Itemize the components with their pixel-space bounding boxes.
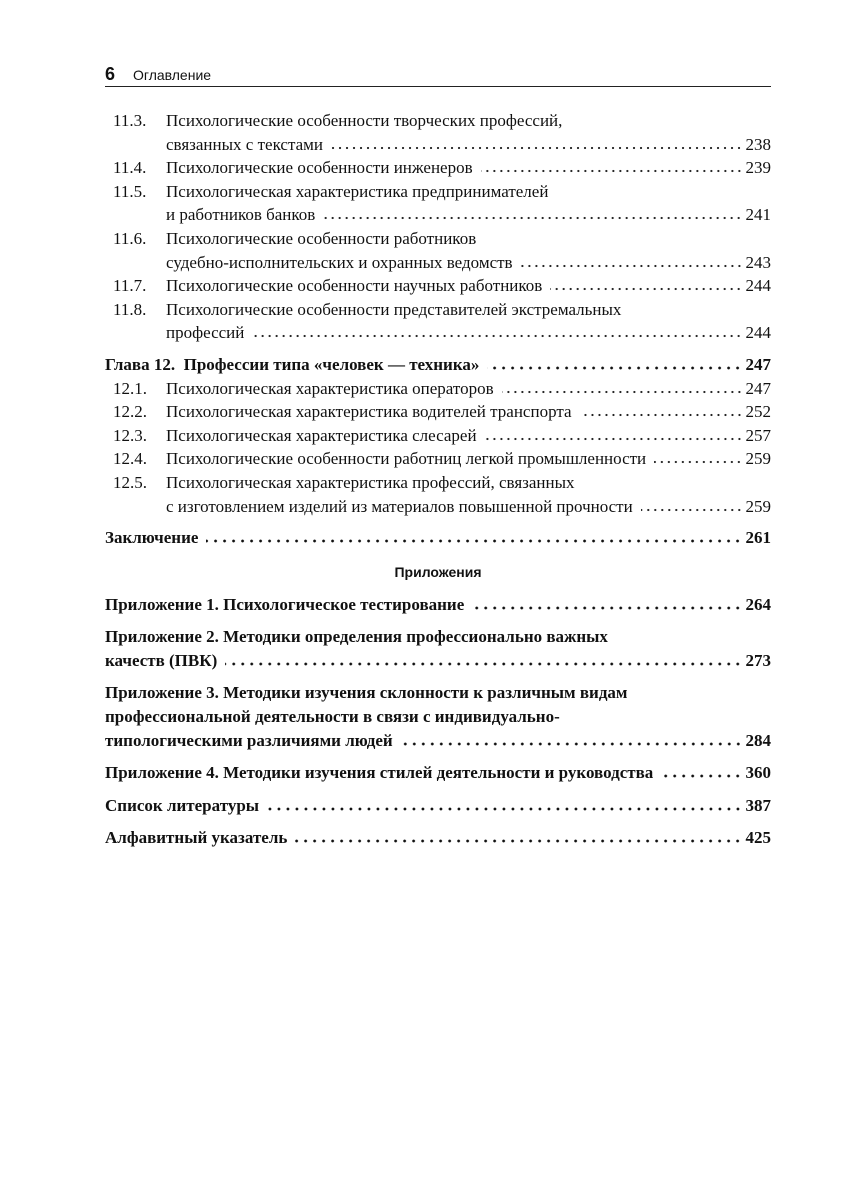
entry-line bbox=[105, 625, 771, 649]
entry-page: 241 bbox=[745, 205, 771, 225]
toc-entry[interactable] bbox=[105, 400, 771, 424]
toc-entry[interactable] bbox=[105, 156, 771, 180]
entry-line bbox=[105, 794, 771, 818]
entry-line bbox=[105, 424, 771, 448]
dot-leader bbox=[267, 801, 742, 811]
entry-page: 264 bbox=[745, 594, 771, 614]
entry-title: Алфавитный указатель bbox=[105, 828, 288, 848]
entry-line bbox=[105, 593, 771, 617]
entry-line bbox=[105, 274, 771, 298]
dot-leader bbox=[487, 360, 742, 370]
dot-leader bbox=[331, 140, 743, 150]
entry-page: 257 bbox=[745, 425, 771, 445]
dot-leader bbox=[485, 431, 743, 441]
toc-entry[interactable] bbox=[105, 681, 771, 752]
entry-page: 243 bbox=[745, 252, 771, 272]
entry-line bbox=[105, 471, 771, 495]
toc-conclusion[interactable] bbox=[105, 526, 771, 550]
entry-page: 244 bbox=[745, 276, 771, 296]
entry-line bbox=[105, 156, 771, 180]
entry-title: Психологические особенности инженеров bbox=[166, 158, 473, 178]
entry-title: и работников банков bbox=[166, 205, 316, 225]
entry-number: 11.6. bbox=[113, 228, 147, 248]
toc-entry[interactable] bbox=[105, 227, 771, 274]
entry-title: Психологическая характеристика слесарей bbox=[166, 425, 477, 445]
entry-title: Психологические особенности научных работников bbox=[166, 276, 543, 296]
entry-title: Психологические особенности творческих профессий, bbox=[166, 111, 563, 130]
entry-line bbox=[105, 227, 771, 251]
entry-number: 12.1. bbox=[113, 378, 147, 398]
entry-line bbox=[105, 729, 771, 753]
dot-leader bbox=[481, 163, 743, 173]
entry-line bbox=[105, 109, 771, 133]
entry-page: 284 bbox=[745, 730, 771, 750]
entry-number: 12.4. bbox=[113, 449, 147, 469]
toc-entry[interactable] bbox=[105, 625, 771, 672]
entry-line bbox=[105, 298, 771, 322]
toc-entry[interactable] bbox=[105, 274, 771, 298]
running-title: Оглавление bbox=[133, 67, 212, 83]
entry-title: профессиональной деятельности в связи с индивидуально- bbox=[105, 707, 560, 727]
entry-title: Психологическая характеристика операторов bbox=[166, 378, 494, 398]
entry-line bbox=[105, 681, 771, 705]
dot-leader bbox=[323, 210, 742, 220]
entry-number: 11.8. bbox=[113, 299, 147, 319]
dot-leader bbox=[295, 833, 742, 843]
entry-title: Психологические особенности работниц легкой промышленности bbox=[166, 449, 647, 469]
entry-title: Психологическая характеристика предпринимателей bbox=[166, 181, 549, 201]
entry-line bbox=[105, 649, 771, 673]
entry-number: 12.5. bbox=[113, 472, 147, 492]
toc-entry[interactable] bbox=[105, 298, 771, 345]
toc-entry[interactable] bbox=[105, 794, 771, 818]
entry-title: Список литературы bbox=[105, 795, 260, 815]
dot-leader bbox=[661, 768, 742, 778]
dot-leader bbox=[521, 258, 743, 268]
entry-title: Психологическая характеристика водителей транспорта bbox=[166, 402, 572, 422]
chapter-12-sections bbox=[105, 377, 771, 519]
entry-page: 425 bbox=[745, 828, 771, 848]
entry-line bbox=[105, 705, 771, 729]
dot-leader bbox=[472, 600, 742, 610]
dot-leader bbox=[252, 328, 742, 338]
entry-line bbox=[105, 377, 771, 401]
toc-entry[interactable] bbox=[105, 593, 771, 617]
entry-line bbox=[105, 321, 771, 345]
entry-title: Психологические особенности работников bbox=[166, 228, 477, 248]
entry-title: Приложение 3. Методики изучения склонности к различным видам bbox=[105, 683, 628, 703]
entry-line bbox=[105, 495, 771, 519]
chapter-11-sections bbox=[105, 109, 771, 345]
entry-page: 239 bbox=[745, 158, 771, 178]
dot-leader bbox=[401, 736, 743, 746]
entry-title: Психологические особенности представителей экстремальных bbox=[166, 299, 622, 319]
entry-title: Психологическая характеристика профессий, связанных bbox=[166, 472, 575, 492]
dot-leader bbox=[206, 533, 742, 543]
entry-title: Приложение 2. Методики определения профессионально важных bbox=[105, 627, 608, 647]
entry-page: 238 bbox=[745, 134, 771, 154]
entry-title: судебно-исполнительских и охранных ведомств bbox=[166, 252, 513, 272]
dot-leader bbox=[580, 407, 743, 417]
entry-line bbox=[105, 826, 771, 850]
running-header bbox=[105, 64, 771, 87]
entry-number: 11.5. bbox=[113, 181, 147, 201]
entry-number: 12.2. bbox=[113, 402, 147, 422]
entry-title: Глава 12. Профессии типа «человек — техника» bbox=[105, 354, 480, 374]
entry-page: 247 bbox=[745, 354, 771, 374]
table-of-contents bbox=[105, 109, 771, 850]
entry-number: 11.4. bbox=[113, 158, 147, 178]
entry-page: 244 bbox=[745, 323, 771, 343]
entry-page: 261 bbox=[745, 528, 771, 548]
toc-entry[interactable] bbox=[105, 447, 771, 471]
entry-title: Приложение 4. Методики изучения стилей деятельности и руководства bbox=[105, 763, 654, 783]
toc-chapter-12[interactable] bbox=[105, 353, 771, 377]
toc-entry[interactable] bbox=[105, 761, 771, 785]
entry-number: 12.3. bbox=[113, 425, 147, 445]
entry-number: 11.7. bbox=[113, 276, 147, 296]
toc-entry[interactable] bbox=[105, 180, 771, 227]
appendices-list bbox=[105, 593, 771, 850]
entry-line bbox=[105, 447, 771, 471]
entry-page: 387 bbox=[745, 795, 771, 815]
entry-number: 11.3. bbox=[113, 111, 147, 130]
dot-leader bbox=[550, 281, 742, 291]
entry-title: профессий bbox=[166, 323, 245, 343]
appendices-heading: Приложения bbox=[394, 563, 482, 580]
entry-page: 360 bbox=[745, 763, 771, 783]
page-number: 6 bbox=[105, 64, 116, 84]
entry-title: типологическими различиями людей bbox=[105, 730, 393, 750]
entry-title: с изготовлением изделий из материалов повышенной прочности bbox=[166, 496, 633, 516]
entry-title: Приложение 1. Психологическое тестирование bbox=[105, 594, 465, 614]
entry-line bbox=[105, 761, 771, 785]
entry-line bbox=[105, 180, 771, 204]
dot-leader bbox=[225, 656, 742, 666]
entry-line bbox=[105, 133, 771, 157]
toc-entry[interactable] bbox=[105, 471, 771, 518]
entry-page: 259 bbox=[745, 496, 771, 516]
entry-page: 273 bbox=[745, 650, 771, 670]
entry-line bbox=[105, 251, 771, 275]
entry-line bbox=[105, 400, 771, 424]
entry-title: качеств (ПВК) bbox=[105, 650, 218, 670]
entry-title: связанных с текстами bbox=[166, 134, 323, 154]
entry-page: 247 bbox=[745, 378, 771, 398]
toc-entry[interactable] bbox=[105, 424, 771, 448]
toc-entry[interactable] bbox=[105, 377, 771, 401]
toc-entry[interactable] bbox=[105, 109, 771, 156]
entry-line bbox=[105, 203, 771, 227]
entry-page: 252 bbox=[745, 402, 771, 422]
entry-page: 259 bbox=[745, 449, 771, 469]
toc-entry[interactable] bbox=[105, 826, 771, 850]
dot-leader bbox=[654, 454, 742, 464]
dot-leader bbox=[502, 384, 743, 394]
dot-leader bbox=[641, 502, 743, 512]
entry-title: Заключение bbox=[105, 528, 199, 548]
